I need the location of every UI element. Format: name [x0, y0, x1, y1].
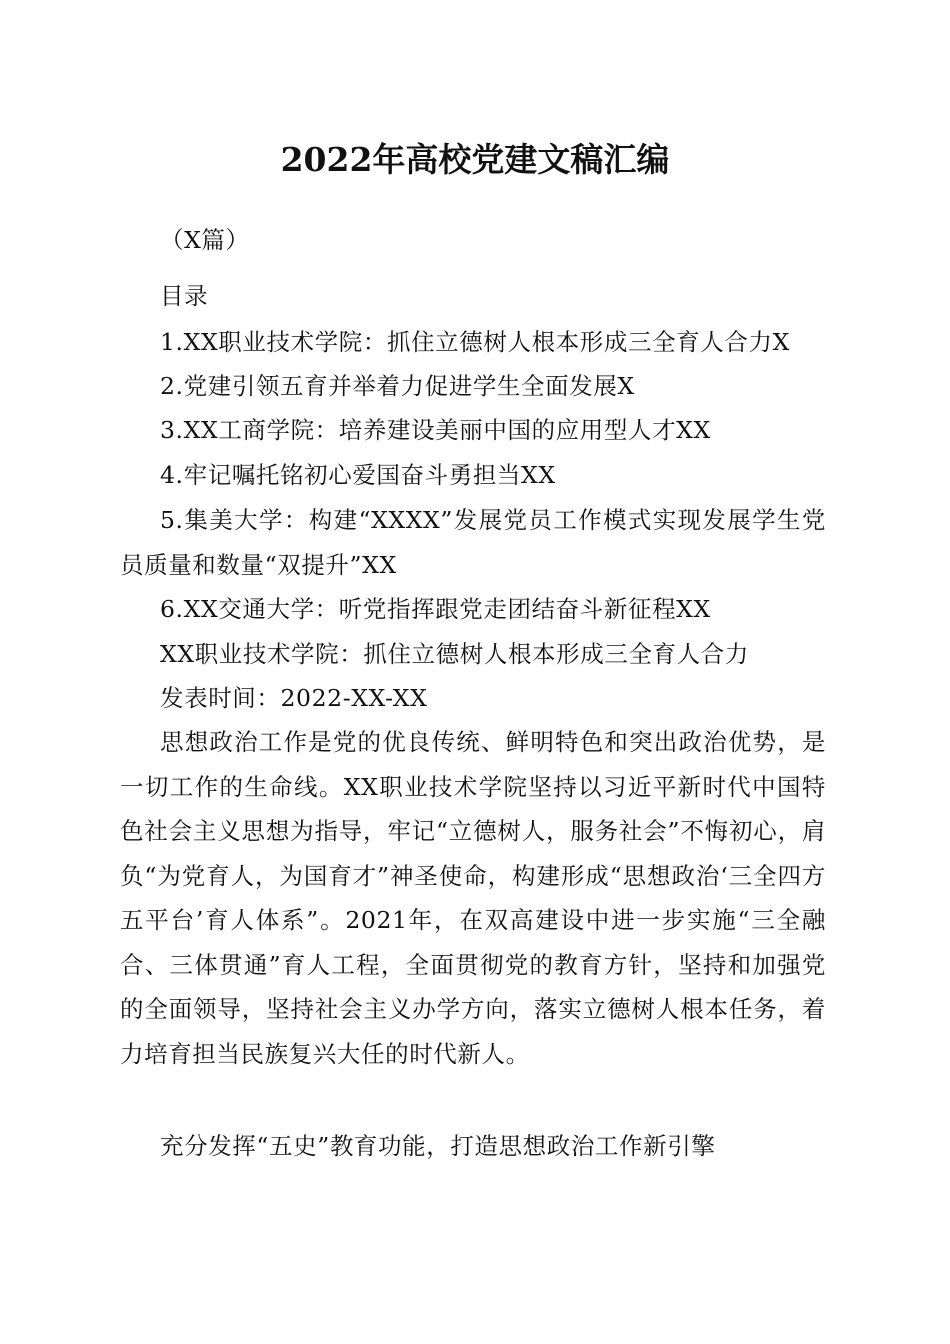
toc-item-2: 2.党建引领五育并举着力促进学生全面发展X [160, 372, 635, 400]
body-paragraph-1: 思想政治工作是党的优良传统、鲜明特色和突出政治优势，是一切工作的生命线。XX职业技术学院坚持以习近平新时代中国特色社会主义思想为指导，牢记“立德树人，服务社会”不悔初心，肩负“为党育人，为国育才”神圣使命，构建形成“思想政治‘三全四方五平台’育人体系”。2021年，在双高建设中进一步实施“三全融合、三体贯通”育人工程，全面贯彻党的教育方针，坚持和加强党的全面领导，坚持社会主义办学方向，落实立德树人根本任务，着力培育担当民族复兴大任的时代新人。 [120, 728, 826, 1068]
section-heading: 充分发挥“五史”教育功能，打造思想政治工作新引擎 [160, 1132, 716, 1160]
toc-heading: 目录 [160, 282, 209, 310]
document-title: 2022年高校党建文稿汇编 [280, 140, 670, 179]
toc-item-4: 4.牢记嘱托铭初心爱国奋斗勇担当XX [160, 461, 556, 489]
article-title: XX职业技术学院：抓住立德树人根本形成三全育人合力 [160, 640, 749, 668]
toc-item-5: 5.集美大学：构建“XXXX”发展党员工作模式实现发展学生党员质量和数量“双提升”XX [120, 506, 826, 579]
toc-item-1: 1.XX职业技术学院：抓住立德树人根本形成三全育人合力X [160, 328, 790, 356]
article-count-note: （X篇） [160, 226, 250, 254]
toc-item-3: 3.XX工商学院：培养建设美丽中国的应用型人才XX [160, 416, 711, 444]
toc-item-6: 6.XX交通大学：听党指挥跟党走团结奋斗新征程XX [160, 595, 711, 623]
publish-time: 发表时间：2022-XX-XX [160, 684, 428, 712]
